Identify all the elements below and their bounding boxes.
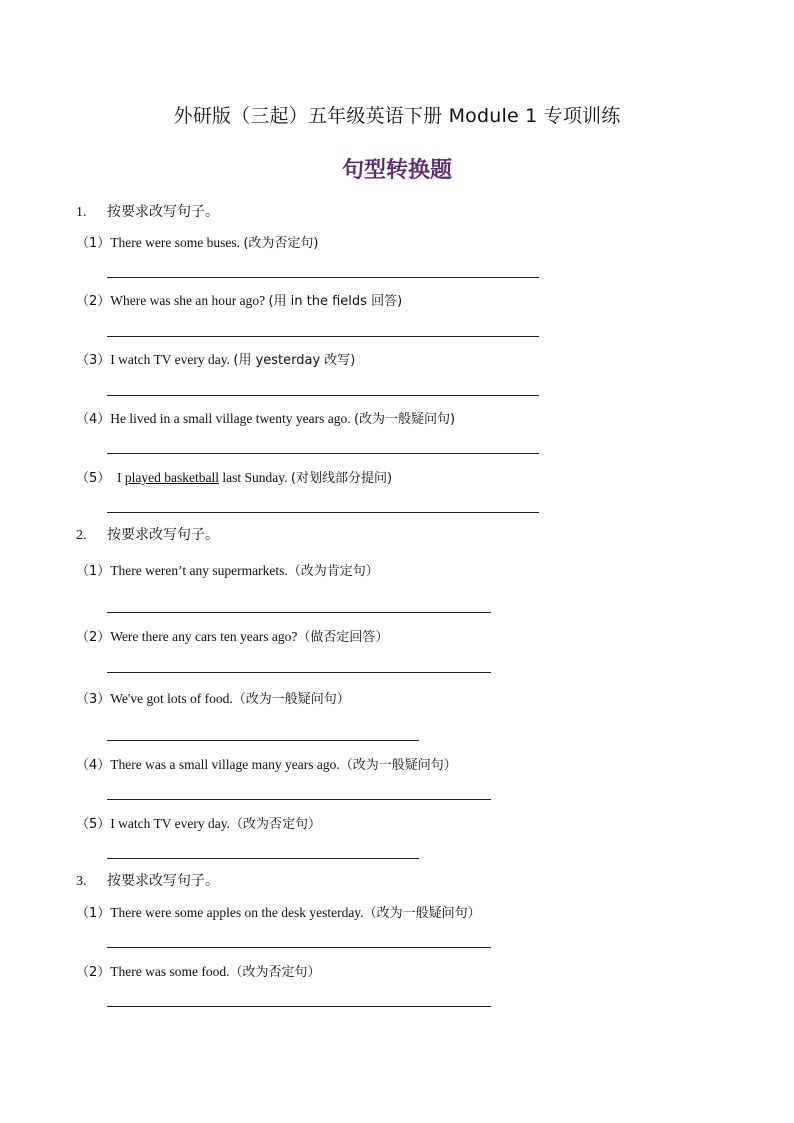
answer-line[interactable] bbox=[107, 740, 419, 741]
page-subtitle: 句型转换题 bbox=[341, 157, 452, 183]
question-item bbox=[76, 754, 457, 773]
item-sentence: There weren’t any supermarkets. bbox=[110, 563, 288, 578]
section-instruction: 按要求改写句子。 bbox=[107, 527, 219, 543]
item-instruction: （改为肯定句） bbox=[287, 564, 379, 579]
item-label: （4） bbox=[76, 412, 111, 427]
answer-line[interactable] bbox=[107, 858, 419, 859]
section-heading bbox=[76, 870, 219, 890]
item-sentence: I watch TV every day. bbox=[110, 352, 230, 367]
answer-line[interactable] bbox=[107, 453, 539, 454]
item-label: （5） bbox=[76, 817, 111, 832]
item-label: （2） bbox=[76, 965, 111, 980]
answer-line[interactable] bbox=[107, 336, 539, 337]
section-number: 3. bbox=[76, 874, 87, 889]
section-number: 2. bbox=[76, 528, 87, 543]
question-item bbox=[76, 626, 388, 645]
item-instruction: （改为一般疑问句） bbox=[363, 906, 481, 921]
item-label: （4） bbox=[76, 758, 111, 773]
item-sentence: Where was she an hour ago? bbox=[110, 293, 266, 308]
section-number: 1. bbox=[76, 205, 87, 220]
question-item bbox=[76, 688, 350, 707]
item-sentence: He lived in a small village twenty years ago. bbox=[110, 411, 351, 426]
answer-line[interactable] bbox=[107, 612, 491, 613]
question-item bbox=[76, 813, 321, 832]
section-instruction: 按要求改写句子。 bbox=[107, 204, 219, 220]
item-sentence-pre: I bbox=[117, 470, 125, 485]
page-title: 外研版（三起）五年级英语下册 Module 1 专项训练 bbox=[173, 105, 621, 127]
section-heading bbox=[76, 201, 219, 221]
item-instruction: (对划线部分提问) bbox=[290, 471, 393, 486]
item-sentence: There were some apples on the desk yesterday. bbox=[110, 905, 364, 920]
item-instruction: (用 yesterday 改写) bbox=[233, 353, 356, 368]
answer-line[interactable] bbox=[107, 947, 491, 948]
item-sentence: There were some buses. bbox=[110, 235, 240, 250]
item-label: （1） bbox=[76, 236, 111, 251]
item-label: （3） bbox=[76, 353, 111, 368]
question-item bbox=[76, 961, 321, 980]
answer-line[interactable] bbox=[107, 512, 539, 513]
item-instruction: （改为一般疑问句） bbox=[232, 692, 350, 707]
item-label: （1） bbox=[76, 564, 111, 579]
item-instruction: （改为否定句） bbox=[230, 817, 322, 832]
item-sentence: There was a small village many years ago. bbox=[110, 757, 340, 772]
answer-line[interactable] bbox=[107, 672, 491, 673]
item-label: （2） bbox=[76, 630, 111, 645]
item-instruction: （做否定回答） bbox=[297, 630, 389, 645]
question-item bbox=[76, 349, 355, 368]
item-sentence: We've got lots of food. bbox=[110, 691, 233, 706]
item-label: （5） bbox=[76, 471, 111, 486]
answer-line[interactable] bbox=[107, 799, 491, 800]
underlined-phrase: played basketball bbox=[124, 470, 219, 485]
item-sentence: There was some food. bbox=[110, 964, 230, 979]
item-instruction: （改为否定句） bbox=[229, 965, 321, 980]
answer-line[interactable] bbox=[107, 277, 539, 278]
question-item bbox=[76, 408, 455, 427]
item-instruction: (改为一般疑问句) bbox=[353, 412, 456, 427]
item-instruction: (用 in the fields 回答) bbox=[268, 294, 403, 309]
question-item bbox=[76, 902, 481, 921]
item-label: （1） bbox=[76, 906, 111, 921]
answer-line[interactable] bbox=[107, 1006, 491, 1007]
section-instruction: 按要求改写句子。 bbox=[107, 873, 219, 889]
answer-line[interactable] bbox=[107, 395, 539, 396]
item-sentence: Were there any cars ten years ago? bbox=[110, 629, 298, 644]
item-instruction: (改为否定句) bbox=[243, 236, 319, 251]
item-label: （2） bbox=[76, 294, 111, 309]
item-label: （3） bbox=[76, 692, 111, 707]
section-heading bbox=[76, 524, 219, 544]
question-item bbox=[76, 290, 402, 309]
item-instruction: （改为一般疑问句） bbox=[339, 758, 457, 773]
question-item bbox=[76, 232, 319, 251]
question-item bbox=[76, 467, 392, 486]
item-sentence: I watch TV every day. bbox=[110, 816, 230, 831]
item-sentence-post: last Sunday. bbox=[219, 470, 288, 485]
question-item bbox=[76, 560, 379, 579]
